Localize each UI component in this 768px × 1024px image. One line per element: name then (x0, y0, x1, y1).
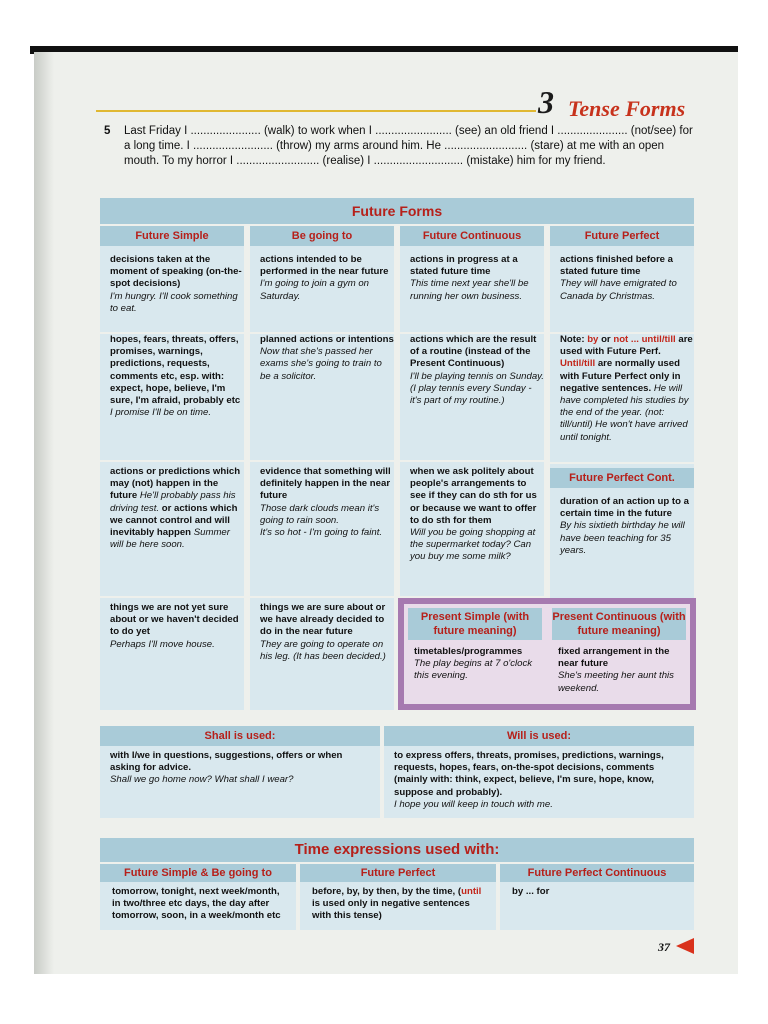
rule-text: actions which are the result of a routine (instead of the Present Continuous) (410, 334, 537, 370)
example-text: He'll probably pass his driving test. (110, 490, 236, 514)
cell (110, 334, 244, 419)
scan-background (0, 0, 768, 48)
cell (410, 254, 544, 303)
example-text: I hope you will keep in touch with me. (394, 798, 553, 810)
te-head-future-simple: Future Simple & Be going to (100, 864, 296, 882)
divider (400, 460, 544, 462)
example-text: I promise I'll be on time. (110, 407, 212, 419)
rule-text: evidence that something will definitely happen in the near future (260, 466, 391, 502)
rule-text: hopes, fears, threats, offers, promises, warnings, predictions, requests, comments etc, esp. with: expect, hope, believe, I'm sure, I'm afraid, probably etc (110, 334, 241, 407)
te-body-future-perfect-continuous: by ... for (500, 882, 694, 930)
header-rule (96, 110, 536, 112)
future-perfect-cont-head: Future Perfect Cont. (550, 468, 694, 488)
example-text: They will have emigrated to Canada by Christmas. (560, 278, 677, 302)
rule-text: actions or predictions which may (not) happen in the future (110, 466, 241, 502)
column-head: Future Perfect (550, 226, 694, 246)
future-perfect-cont-block (550, 462, 694, 602)
example-text: I'm going to join a gym on Saturday. (260, 278, 370, 302)
example-text: Will you be going shopping at the supermarket today? Can you buy me some milk? (410, 527, 536, 563)
exercise-number: 5 (104, 125, 111, 137)
example-text: Shall we go home now? What shall I wear? (110, 774, 294, 786)
column-head: Be going to (250, 226, 394, 246)
example-text: Perhaps I'll move house. (110, 638, 215, 650)
example-text: She's meeting her aunt this weekend. (558, 670, 674, 694)
te-keyword: until (461, 886, 482, 897)
rule-text: timetables/programmes (414, 646, 523, 657)
example-text: This time next year she'll be running her own business. (410, 278, 529, 302)
column-head: Future Continuous (400, 226, 544, 246)
example-text: He will have completed his studies by the end of the year. (not: till/until) He won't have arrived until tonight. (560, 382, 689, 443)
page-arrow-icon (676, 938, 694, 954)
cell (260, 254, 394, 303)
present-future-meaning-box (398, 598, 696, 710)
will-body (384, 746, 694, 818)
shall-will-table (100, 726, 694, 818)
te-text: is used only in negative sentences with this tense) (312, 898, 470, 922)
present-simple-cell (414, 646, 548, 683)
cell (110, 602, 244, 651)
present-continuous-cell (558, 646, 692, 695)
chapter-number: 3 (538, 84, 554, 120)
rule-text: decisions taken at the moment of speaking (on-the-spot decisions) (110, 254, 242, 290)
cell (110, 466, 244, 551)
rule-text: things we are not yet sure about or we haven't decided to do yet (110, 602, 239, 638)
page-spine-shadow (34, 52, 54, 974)
example-text: I'll be playing tennis on Sunday. (I play tennis every Sunday - it's part of my routine.) (410, 370, 544, 407)
te-text: ( (457, 886, 462, 897)
te-body-future-simple: tomorrow, tonight, next week/month, in two/three etc days, the day after tomorrow, soon, in a week/month etc (100, 882, 296, 930)
rule-text: actions intended to be performed in the near future (260, 254, 389, 278)
divider (250, 596, 394, 598)
example-text: Those dark clouds mean it's going to rain soon. (260, 502, 380, 526)
future-forms-title: Future Forms (100, 198, 694, 224)
present-simple-head: Present Simple (with future meaning) (408, 608, 542, 640)
column-head: Future Simple (100, 226, 244, 246)
shall-head: Shall is used: (100, 726, 380, 746)
column-future-continuous (400, 226, 544, 596)
example-text: Summer will be here soon. (110, 527, 230, 551)
column-future-simple (100, 226, 244, 710)
rule-text: when we ask politely about people's arrangements to see if they can do sth for us or because we want to offer to do sth for them (410, 466, 537, 526)
cell (110, 254, 244, 315)
rule-text: to express offers, threats, promises, predictions, warnings, requests, hopes, fears, on-the-spot decisions, comments (mainly with: think, expect, believe, I'm sure, hope, know, suppose and probably). (394, 750, 664, 798)
rule-text: planned actions or intentions (260, 334, 394, 345)
cell (260, 466, 394, 539)
cell (410, 466, 544, 564)
shall-body (100, 746, 380, 818)
cell (560, 254, 694, 303)
divider (550, 462, 694, 464)
te-head-future-perfect-continuous: Future Perfect Continuous (500, 864, 694, 882)
chapter-title: Tense Forms (568, 96, 686, 121)
time-expressions-table (100, 838, 694, 930)
cell (260, 602, 394, 663)
note-label: Note: (560, 334, 585, 345)
exercise-text: Last Friday I ...................... (walk) to work when I ........................ (see) an old friend I ...................... (not/see) for a long time. I ......................... (throw) my arms around him. He .......................... (stare) at me with an open mouth. To my horror I .......................... (realise) I ............................ (mistake) him for my friend. (124, 125, 693, 167)
column-be-going-to (250, 226, 394, 710)
divider (100, 596, 244, 598)
cell (560, 496, 694, 557)
note-keyword: not ... until/till (613, 334, 676, 345)
example-text: Now that she's passed her exams she's going to train to be a solicitor. (260, 346, 382, 382)
time-expressions-title: Time expressions used with: (100, 838, 694, 862)
cell (410, 334, 544, 407)
note-text: are used with Future Perf. (560, 334, 693, 358)
rule-text: with I/we in questions, suggestions, offers or when asking for advice. (110, 750, 343, 774)
rule-text: or actions which we cannot control and will inevitably happen (110, 502, 238, 539)
exercise-5 (104, 124, 694, 169)
cell (260, 334, 394, 383)
note-text: are normally used with Future Perfect only in negative sentences. (560, 358, 681, 394)
example-text: I'm hungry. I'll cook something to eat. (110, 290, 238, 314)
page-number: 37 (658, 940, 670, 954)
will-head: Will is used: (384, 726, 694, 746)
te-text: before, by, by then, by the time, (312, 886, 456, 897)
divider (250, 460, 394, 462)
te-body-future-perfect (300, 882, 496, 930)
present-continuous-head: Present Continuous (with future meaning) (552, 608, 686, 640)
example-text: By his sixtieth birthday he will have been teaching for 35 years. (560, 520, 685, 556)
example-text: It's so hot - I'm going to faint. (260, 527, 383, 539)
example-text: The play begins at 7 o'clock this evening. (414, 658, 533, 682)
rule-text: actions in progress at a stated future time (410, 254, 518, 278)
example-text: They are going to operate on his leg. (It has been decided.) (260, 638, 386, 662)
rule-text: actions finished before a stated future time (560, 254, 674, 278)
rule-text: things we are sure about or we have already decided to do in the near future (260, 602, 386, 638)
te-head-future-perfect: Future Perfect (300, 864, 496, 882)
rule-text: duration of an action up to a certain time in the future (560, 496, 689, 520)
note-cell (560, 334, 694, 444)
note-keyword: by (587, 334, 599, 345)
rule-text: fixed arrangement in the near future (558, 646, 670, 670)
divider (100, 460, 244, 462)
note-text: or (601, 334, 611, 345)
note-keyword: Until/till (560, 358, 596, 370)
